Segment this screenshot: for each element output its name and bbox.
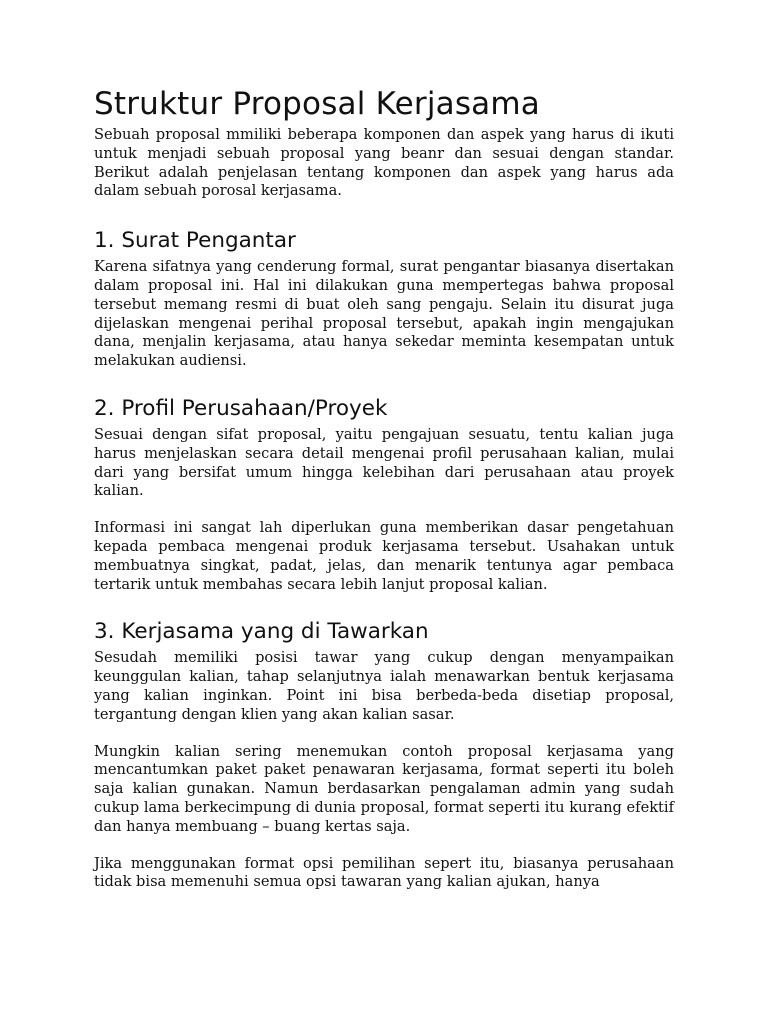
section-paragraph: Sesuai dengan sifat proposal, yaitu pengajuan sesuatu, tentu kalian juga harus menjelaskan secara detail mengenai profil perusahaan kalian, mulai dari yang bersifat umum hingga kelebihan dari perusahaan atau proyek kalian. [94, 425, 674, 500]
section-paragraph: Sesudah memiliki posisi tawar yang cukup dengan menyampaikan keunggulan kalian, tahap selanjutnya ialah menawarkan bentuk kerjasama yang kalian inginkan. Point ini bisa berbeda-beda disetiap proposal, tergantung dengan klien yang akan kalian sasar. [94, 649, 674, 723]
intro-paragraph: Sebuah proposal mmiliki beberapa komponen dan aspek yang harus di ikuti untuk menjadi sebuah proposal yang beanr dan sesuai dengan standar. Berikut adalah penjelasan tentang komponen dan aspek yang harus ada dalam sebuah porosal kerjasama. [94, 126, 674, 200]
section-heading-kerjasama-ditawarkan: 3. Kerjasama yang di Tawarkan [94, 619, 429, 645]
section-heading-profil-perusahaan: 2. Profil Perusahaan/Proyek [94, 395, 388, 421]
section-paragraph: Jika menggunakan format opsi pemilihan sepert itu, biasanya perusahaan tidak bisa memenuhi semua opsi tawaran yang kalian ajukan, hanya [94, 854, 674, 891]
section-paragraph: Informasi ini sangat lah diperlukan guna memberikan dasar pengetahuan kepada pembaca mengenai produk kerjasama tersebut. Usahakan untuk membuatnya singkat, padat, jelas, dan menarik tentunya agar pembaca tertarik untuk membahas secara lebih lanjut proposal kalian. [94, 519, 674, 593]
section-heading-surat-pengantar: 1. Surat Pengantar [94, 228, 296, 254]
document-title: Struktur Proposal Kerjasama [94, 86, 540, 122]
section-paragraph: Karena sifatnya yang cenderung formal, surat pengantar biasanya disertakan dalam proposal ini. Hal ini dilakukan guna mempertegas bahwa proposal tersebut memang resmi di buat oleh sang pengaju. Selain itu disurat juga dijelaskan mengenai perihal proposal tersebut, apakah ingin mengajukan dana, menjalin kerjasama, atau hanya sekedar meminta kesempatan untuk melakukan audiensi. [94, 258, 674, 370]
section-paragraph: Mungkin kalian sering menemukan contoh proposal kerjasama yang mencantumkan paket paket penawaran kerjasama, format seperti itu boleh saja kalian gunakan. Namun berdasarkan pengalaman admin yang sudah cukup lama berkecimpung di dunia proposal, format seperti itu kurang efektif dan hanya membuang – buang kertas saja. [94, 742, 674, 835]
document-page [94, 84, 674, 892]
